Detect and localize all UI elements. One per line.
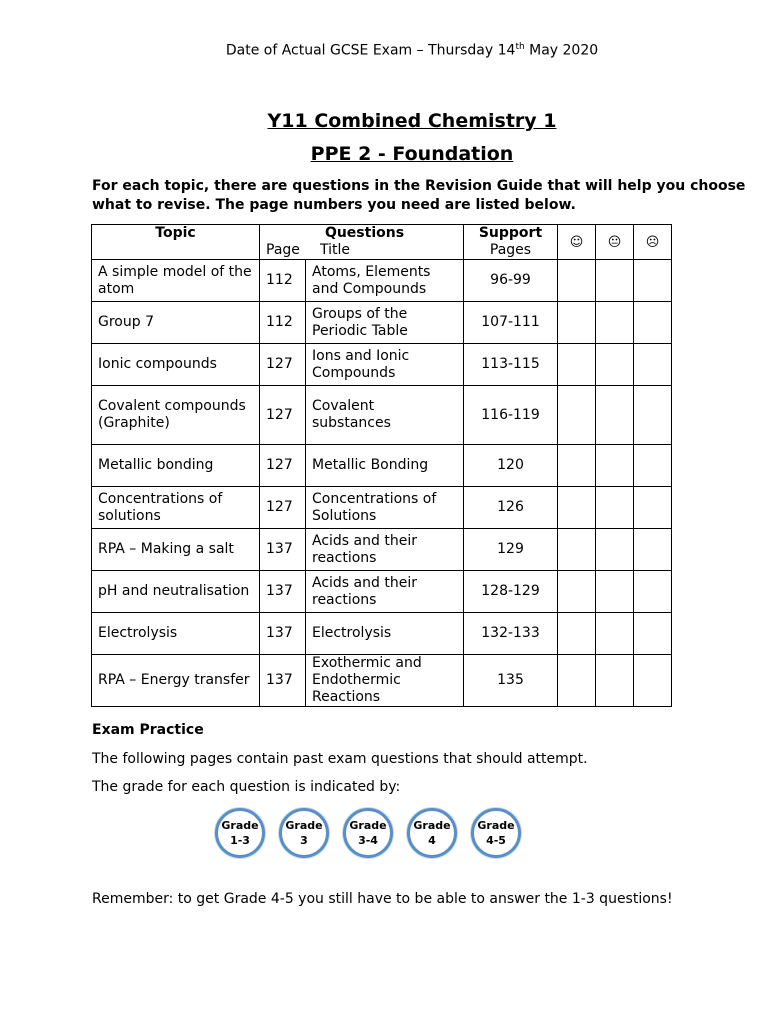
page-cell: 112 [260,302,306,344]
rating-neutral-cell[interactable] [596,655,634,707]
rating-happy-cell[interactable] [558,445,596,487]
header-topic: Topic [92,225,260,260]
support-cell: 128-129 [464,571,558,613]
support-cell: 116-119 [464,386,558,445]
header-support [464,225,558,260]
topic-cell: pH and neutralisation [92,571,260,613]
exam-date [0,42,770,59]
rating-neutral-cell[interactable] [596,445,634,487]
grade-badge-label: Grade [285,819,323,832]
grade-badge [279,808,329,858]
grade-badge [343,808,393,858]
header-page: Page [266,242,300,258]
rating-neutral-cell[interactable] [596,344,634,386]
header-questions [260,225,464,260]
header-questions-sub [266,242,463,259]
page-cell: 127 [260,487,306,529]
page-subtitle: PPE 2 - Foundation [310,143,514,165]
title-cell: Electrolysis [306,613,464,655]
title-cell: Covalent substances [306,386,464,445]
title-cell: Concentrations of Solutions [306,487,464,529]
rating-sad-cell[interactable] [634,529,672,571]
grade-badge-value: 3 [300,834,308,847]
exam-date-suffix: May 2020 [524,42,599,59]
rating-sad-cell[interactable] [634,571,672,613]
exam-date-prefix: Date of Actual GCSE Exam – Thursday 14 [225,42,516,59]
title-cell: Acids and their reactions [306,529,464,571]
grade-badge-label: Grade [413,819,451,832]
topic-cell: RPA – Making a salt [92,529,260,571]
table-header-row [92,225,672,260]
intro-text: For each topic, there are questions in the Revision Guide that will help you choose what to revise. The page numbers you need are listed below. [92,178,746,213]
rating-neutral-cell[interactable] [596,302,634,344]
support-cell: 120 [464,445,558,487]
page-title: Y11 Combined Chemistry 1 [267,110,557,132]
page-cell: 137 [260,529,306,571]
rating-sad-cell[interactable] [634,260,672,302]
support-cell: 135 [464,655,558,707]
support-cell: 107-111 [464,302,558,344]
support-cell: 113-115 [464,344,558,386]
rating-neutral-cell[interactable] [596,613,634,655]
rating-sad-cell[interactable] [634,487,672,529]
exam-practice-text: The following pages contain past exam questions that should attempt. [92,751,588,767]
rating-neutral-cell[interactable] [596,487,634,529]
table-row [92,529,672,571]
grade-badge [407,808,457,858]
topic-cell: Group 7 [92,302,260,344]
page-cell: 137 [260,613,306,655]
topic-cell: RPA – Energy transfer [92,655,260,707]
page-cell: 137 [260,655,306,707]
table-row [92,302,672,344]
header-pages-label: Pages [489,242,532,258]
rating-neutral-cell[interactable] [596,529,634,571]
page-cell: 127 [260,386,306,445]
page-cell: 127 [260,344,306,386]
rating-sad-cell[interactable] [634,445,672,487]
table-row [92,445,672,487]
grade-badge [471,808,521,858]
smiley-neutral-icon: 😐 [596,225,634,260]
table-row [92,344,672,386]
rating-happy-cell[interactable] [558,529,596,571]
grade-badge [215,808,265,858]
table-row [92,613,672,655]
grade-badge-value: 4-5 [486,834,506,847]
support-cell: 96-99 [464,260,558,302]
title-cell: Metallic Bonding [306,445,464,487]
title-cell: Acids and their reactions [306,571,464,613]
smiley-happy-icon: ☺ [558,225,596,260]
exam-practice-heading: Exam Practice [92,722,204,738]
table-row [92,571,672,613]
rating-happy-cell[interactable] [558,571,596,613]
grade-badge-label: Grade [349,819,387,832]
revision-table [91,224,672,707]
table-row [92,487,672,529]
rating-happy-cell[interactable] [558,386,596,445]
rating-neutral-cell[interactable] [596,260,634,302]
header-support-label: Support [478,225,543,241]
rating-sad-cell[interactable] [634,655,672,707]
rating-sad-cell[interactable] [634,302,672,344]
table-row [92,386,672,445]
rating-neutral-cell[interactable] [596,571,634,613]
title-cell: Exothermic and Endothermic Reactions [306,655,464,707]
page-cell: 112 [260,260,306,302]
grade-badge-label: Grade [477,819,515,832]
rating-sad-cell[interactable] [634,386,672,445]
rating-happy-cell[interactable] [558,302,596,344]
grade-badge-label: Grade [221,819,259,832]
rating-happy-cell[interactable] [558,344,596,386]
support-cell: 129 [464,529,558,571]
header-questions-label: Questions [324,225,405,241]
grade-badge-value: 3-4 [358,834,378,847]
grade-badge-value: 4 [428,834,436,847]
topic-cell: Metallic bonding [92,445,260,487]
reminder-text: Remember: to get Grade 4-5 you still have to be able to answer the 1-3 questions! [92,891,673,907]
page-cell: 137 [260,571,306,613]
support-cell: 126 [464,487,558,529]
rating-sad-cell[interactable] [634,344,672,386]
rating-happy-cell[interactable] [558,260,596,302]
page-cell: 127 [260,445,306,487]
table-row [92,260,672,302]
grade-badge-value: 1-3 [230,834,250,847]
support-cell: 132-133 [464,613,558,655]
grade-badges [215,808,521,858]
topic-cell: Ionic compounds [92,344,260,386]
header-title: Title [320,242,351,258]
title-cell: Ions and Ionic Compounds [306,344,464,386]
title-cell: Groups of the Periodic Table [306,302,464,344]
rating-happy-cell[interactable] [558,655,596,707]
table-row [92,655,672,707]
smiley-sad-icon: ☹ [634,225,672,260]
rating-neutral-cell[interactable] [596,386,634,445]
topic-cell: Electrolysis [92,613,260,655]
title-cell: Atoms, Elements and Compounds [306,260,464,302]
rating-happy-cell[interactable] [558,487,596,529]
topic-cell: A simple model of the atom [92,260,260,302]
topic-cell: Concentrations of solutions [92,487,260,529]
exam-date-sup: th [515,42,525,52]
rating-sad-cell[interactable] [634,613,672,655]
grade-indicator-text: The grade for each question is indicated by: [92,779,401,795]
topic-cell: Covalent compounds (Graphite) [92,386,260,445]
rating-happy-cell[interactable] [558,613,596,655]
